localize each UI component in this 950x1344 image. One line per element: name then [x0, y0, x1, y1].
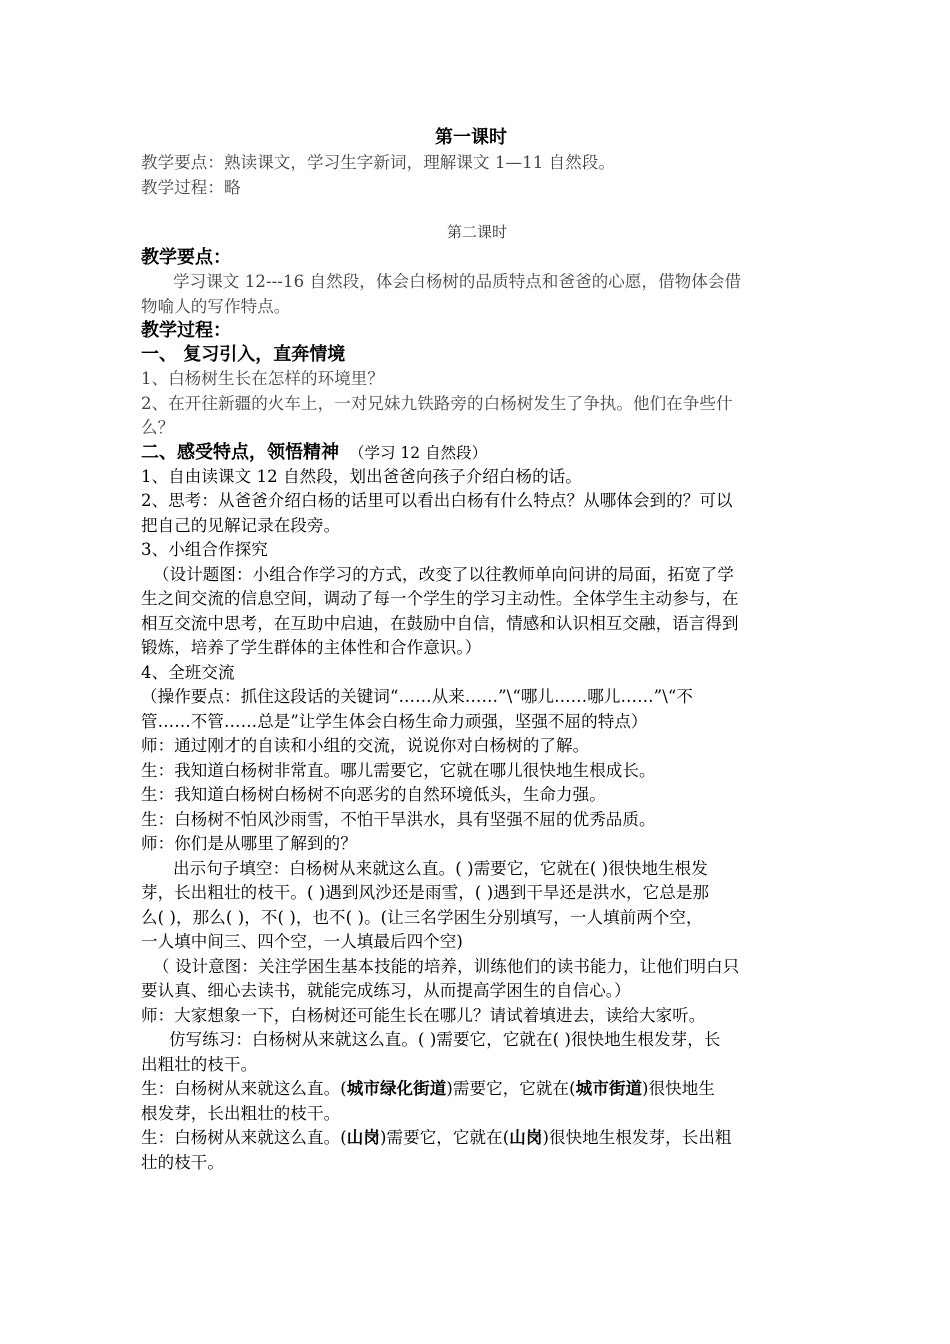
- lesson1-key-points: 教学要点：熟读课文，学习生字新词，理解课文 1—11 自然段。: [141, 153, 616, 172]
- lesson2-process-heading: 教学过程：: [141, 320, 231, 341]
- discussion-line: （操作要点：抓住这段话的关键词“……从来……”\“哪儿……哪儿……”\“不: [141, 687, 693, 706]
- answer-bold: 城市绿化街道: [346, 1079, 447, 1098]
- section1-line: 1、白杨树生长在怎样的环境里？: [141, 369, 384, 388]
- answer-text: )很快地生: [642, 1079, 715, 1098]
- fill-blank-line: 出示句子填空：白杨树从来就这么直。( )需要它，它就在( )很快地生根发: [173, 858, 708, 878]
- answer-bold: 山岗: [509, 1128, 543, 1147]
- section1-line: 么？: [141, 418, 175, 437]
- fill-blank-line: 么( )，那么( )，不( )，也不( )。(让三名学困生分别填写，一人填前两个空，: [141, 907, 703, 927]
- design-note-line: 锻炼，培养了学生群体的主体性和合作意识。）: [141, 638, 482, 657]
- answer-bold: 城市街道: [575, 1079, 643, 1098]
- fill-blank-line: 芽，长出粗壮的枝干。( )遇到风沙还是雨雪，( )遇到干旱还是洪水，它总是那: [141, 883, 710, 902]
- student-answer-1-cont: 根发芽，长出粗壮的枝干。: [141, 1103, 341, 1123]
- lesson2-key-points-heading: 教学要点：: [141, 247, 231, 268]
- lesson2-key-points-line: 学习课文 12---16 自然段，体会白杨树的品质特点和爸爸的心愿，借物体会借: [173, 272, 742, 291]
- discussion-line: 师：通过刚才的自读和小组的交流，说说你对白杨树的了解。: [141, 736, 590, 755]
- section2-line: 把自己的见解记录在段旁。: [141, 515, 341, 535]
- student-answer-2: [141, 1126, 813, 1151]
- imitate-exercise-line: 仿写练习：白杨树从来就这么直。( )需要它，它就在( )很快地生根发芽，长: [169, 1030, 721, 1049]
- answer-text: )需要它，它就在(: [446, 1079, 576, 1098]
- discussion-line: 生：我知道白杨树非常直。哪儿需要它，它就在哪儿很快地生根成长。: [141, 760, 656, 780]
- answer-text: )需要它，它就在(: [379, 1128, 510, 1147]
- student-answer-1: [141, 1077, 813, 1102]
- lesson1-title: 第一课时: [435, 127, 507, 148]
- discussion-line: 师：你们是从哪里了解到的？: [141, 834, 357, 853]
- imitate-exercise-line: 出粗壮的枝干。: [141, 1054, 258, 1074]
- section2-line: 1、自由读课文 12 自然段，划出爸爸向孩子介绍白杨的话。: [141, 466, 582, 486]
- student-answer-2-cont: 壮的枝干。: [141, 1152, 224, 1172]
- discussion-line: 管……不管……总是”让学生体会白杨生命力顽强，坚强不屈的特点）: [141, 711, 648, 731]
- lesson1-process: 教学过程：略: [141, 177, 241, 197]
- answer-text: 生：白杨树从来就这么直。(: [141, 1128, 347, 1147]
- lesson2-key-points-line: 物喻人的写作特点。: [141, 296, 291, 316]
- design-note-line: 生之间交流的信息空间，调动了每一个学生的学习主动性。全体学生主动参与，在: [141, 589, 739, 608]
- discussion-line: 4、全班交流: [141, 662, 235, 682]
- answer-bold: 山岗: [346, 1128, 380, 1147]
- lesson2-title: 第二课时: [446, 223, 507, 241]
- section2-heading-note: （学习 12 自然段）: [349, 443, 488, 462]
- section2-heading-text: 二、感受特点，领悟精神: [141, 441, 339, 463]
- answer-text: 生：白杨树从来就这么直。(: [141, 1079, 347, 1098]
- teacher-question: 师：大家想象一下，白杨树还可能生长在哪儿？请试着填进去，读给大家听。: [141, 1005, 706, 1025]
- section2-line: 3、小组合作探究: [141, 540, 268, 559]
- design-intent-line: 要认真、细心去读书，就能完成练习，从而提高学困生的自信心。）: [141, 981, 631, 1000]
- section2-heading: [141, 441, 813, 465]
- section1-line: 2、在开往新疆的火车上，一对兄妹九铁路旁的白杨树发生了争执。他们在争些什: [141, 393, 733, 413]
- fill-blank-line: 一人填中间三、四个空，一人填最后四个空): [141, 932, 463, 951]
- document-page: [141, 125, 813, 1175]
- section2-line: 2、思考：从爸爸介绍白杨的话里可以看出白杨有什么特点？从哪体会到的？可以: [141, 491, 733, 510]
- discussion-line: 生：白杨树不怕风沙雨雪，不怕干旱洪水，具有坚强不屈的优秀品质。: [141, 809, 656, 829]
- design-note-line: 相互交流中思考，在互助中启迪，在鼓励中自信，情感和认识相互交融，语言得到: [141, 613, 739, 633]
- answer-text: )很快地生根发芽，长出粗: [542, 1128, 732, 1147]
- design-note-line: （设计题图：小组合作学习的方式，改变了以往教师单向问讲的局面，拓宽了学: [153, 564, 734, 584]
- discussion-line: 生：我知道白杨树白杨树不向恶劣的自然环境低头，生命力强。: [141, 785, 606, 804]
- design-intent-line: （ 设计意图：关注学困生基本技能的培养，训练他们的读书能力，让他们明白只: [153, 956, 740, 976]
- section1-heading: 一、 复习引入，直奔情境: [141, 344, 346, 365]
